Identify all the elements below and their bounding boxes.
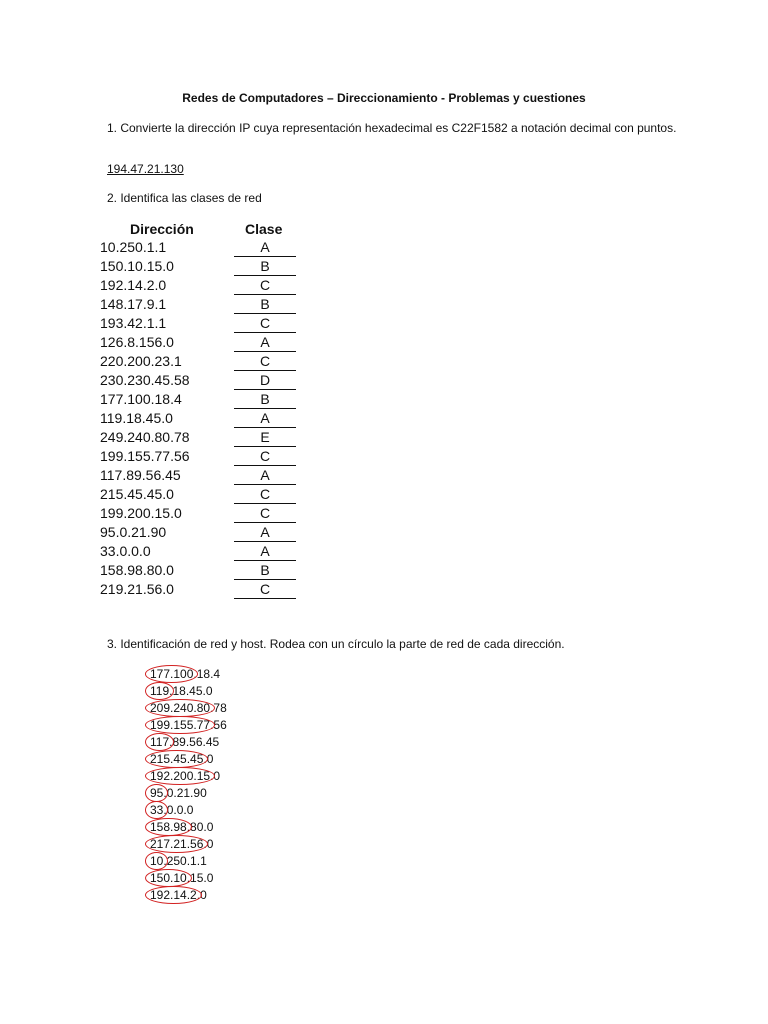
class-cell: B: [234, 391, 296, 409]
network-part-circled: 209.240.80: [150, 701, 211, 715]
list-item: [150, 683, 227, 700]
class-cell: A: [234, 524, 296, 542]
question-1-text: 1. Convierte la dirección IP cuya representación hexadecimal es C22F1582 a notación decimal con puntos.: [107, 121, 677, 135]
host-part: 0: [200, 888, 207, 902]
network-part-circled: 192.14.2: [150, 888, 197, 902]
class-cell: C: [234, 353, 296, 371]
class-cell: D: [234, 372, 296, 390]
separator-dot: .: [203, 752, 207, 766]
list-item: [150, 836, 227, 853]
table-row: [100, 428, 300, 447]
host-part: 89.56.45: [172, 735, 220, 749]
class-cell: B: [234, 296, 296, 314]
class-cell: C: [234, 448, 296, 466]
table-row: [100, 447, 300, 466]
class-cell: A: [234, 334, 296, 352]
document-title: Redes de Computadores – Direccionamiento - Problemas y cuestiones: [182, 91, 586, 105]
address-cell: 33.0.0.0: [100, 543, 151, 559]
separator-dot: .: [210, 718, 214, 732]
list-item: [150, 853, 227, 870]
list-item: [150, 802, 227, 819]
list-item: [150, 870, 227, 887]
question-1-answer: 194.47.21.130: [107, 162, 184, 176]
class-cell: A: [234, 543, 296, 561]
network-part-circled: 158.98: [150, 820, 187, 834]
host-part: 0: [206, 752, 214, 766]
table-row: [100, 580, 300, 599]
list-item: [150, 887, 227, 904]
separator-dot: .: [163, 786, 167, 800]
address-cell: 95.0.21.90: [100, 524, 167, 540]
class-cell: A: [234, 239, 296, 257]
table-row: [100, 542, 300, 561]
host-part: 78: [213, 701, 227, 715]
separator-dot: .: [186, 871, 191, 885]
network-part-circled: 117: [150, 735, 170, 749]
table-row: [100, 295, 300, 314]
network-part-circled: 150.10: [150, 871, 187, 885]
class-cell: C: [234, 581, 296, 599]
host-part: 18.45.0: [172, 684, 213, 698]
host-part: 250.1.1: [166, 854, 207, 868]
network-part-circled: 33: [150, 803, 164, 817]
network-part-circled: 192.200.15: [150, 769, 211, 783]
table-row: [100, 523, 300, 542]
address-cell: 215.45.45.0: [100, 486, 174, 502]
host-part: 18.4: [196, 667, 221, 681]
separator-dot: .: [210, 769, 214, 783]
table-row: [100, 561, 300, 580]
address-cell: 148.17.9.1: [100, 296, 167, 312]
table-row: [100, 466, 300, 485]
host-part: 56: [213, 718, 227, 732]
host-part: 0.21.90: [166, 786, 207, 800]
class-cell: A: [234, 410, 296, 428]
address-cell: 177.100.18.4: [100, 391, 182, 407]
class-cell: B: [234, 258, 296, 276]
list-item: [150, 734, 227, 751]
table-row: [100, 485, 300, 504]
table-row: [100, 409, 300, 428]
network-part-circled: 199.155.77: [150, 718, 211, 732]
network-part-circled: 95: [150, 786, 164, 800]
list-item: [150, 666, 227, 683]
separator-dot: .: [193, 667, 197, 681]
class-cell: E: [234, 429, 296, 447]
host-part: 0.0.0: [166, 803, 194, 817]
table-row: [100, 276, 300, 295]
address-cell: 193.42.1.1: [100, 315, 167, 331]
separator-dot: .: [163, 803, 167, 817]
network-host-list: [150, 666, 227, 904]
address-cell: 158.98.80.0: [100, 562, 174, 578]
list-item: [150, 785, 227, 802]
address-cell: 10.250.1.1: [100, 239, 167, 255]
separator-dot: .: [203, 837, 207, 851]
column-header-address: Dirección: [130, 221, 194, 237]
host-part: 0: [206, 837, 214, 851]
network-part-circled: 215.45.45: [150, 752, 204, 766]
table-row: [100, 257, 300, 276]
table-row: [100, 371, 300, 390]
address-cell: 199.200.15.0: [100, 505, 182, 521]
separator-dot: .: [210, 701, 214, 715]
list-item: [150, 717, 227, 734]
address-cell: 117.89.56.45: [100, 467, 181, 483]
separator-dot: .: [186, 820, 191, 834]
class-cell: C: [234, 277, 296, 295]
list-item: [150, 700, 227, 717]
separator-dot: .: [169, 684, 173, 698]
list-item: [150, 819, 227, 836]
network-part-circled: 10: [150, 854, 164, 868]
class-table: [100, 238, 300, 599]
question-2-text: 2. Identifica las clases de red: [107, 191, 262, 205]
address-cell: 119.18.45.0: [100, 410, 173, 426]
separator-dot: .: [169, 735, 173, 749]
table-row: [100, 390, 300, 409]
class-cell: C: [234, 315, 296, 333]
address-cell: 126.8.156.0: [100, 334, 174, 350]
list-item: [150, 768, 227, 785]
separator-dot: .: [163, 854, 167, 868]
class-cell: C: [234, 505, 296, 523]
host-part: 80.0: [190, 820, 214, 834]
table-row: [100, 314, 300, 333]
network-part-circled: 217.21.56: [150, 837, 204, 851]
host-part: 0: [213, 769, 221, 783]
address-cell: 150.10.15.0: [100, 258, 174, 274]
address-cell: 230.230.45.58: [100, 372, 190, 388]
network-part-circled: 119: [150, 684, 170, 698]
table-row: [100, 504, 300, 523]
address-cell: 199.155.77.56: [100, 448, 190, 464]
network-part-circled: 177.100: [150, 667, 194, 681]
question-3-text: 3. Identificación de red y host. Rodea con un círculo la parte de red de cada dirección.: [107, 637, 565, 651]
host-part: 15.0: [190, 871, 214, 885]
address-cell: 220.200.23.1: [100, 353, 182, 369]
separator-dot: .: [196, 888, 201, 902]
class-cell: B: [234, 562, 296, 580]
class-cell: C: [234, 486, 296, 504]
list-item: [150, 751, 227, 768]
address-cell: 249.240.80.78: [100, 429, 190, 445]
table-row: [100, 352, 300, 371]
column-header-class: Clase: [245, 221, 283, 237]
table-row: [100, 238, 300, 257]
table-row: [100, 333, 300, 352]
class-cell: A: [234, 467, 296, 485]
address-cell: 219.21.56.0: [100, 581, 174, 597]
address-cell: 192.14.2.0: [100, 277, 167, 293]
